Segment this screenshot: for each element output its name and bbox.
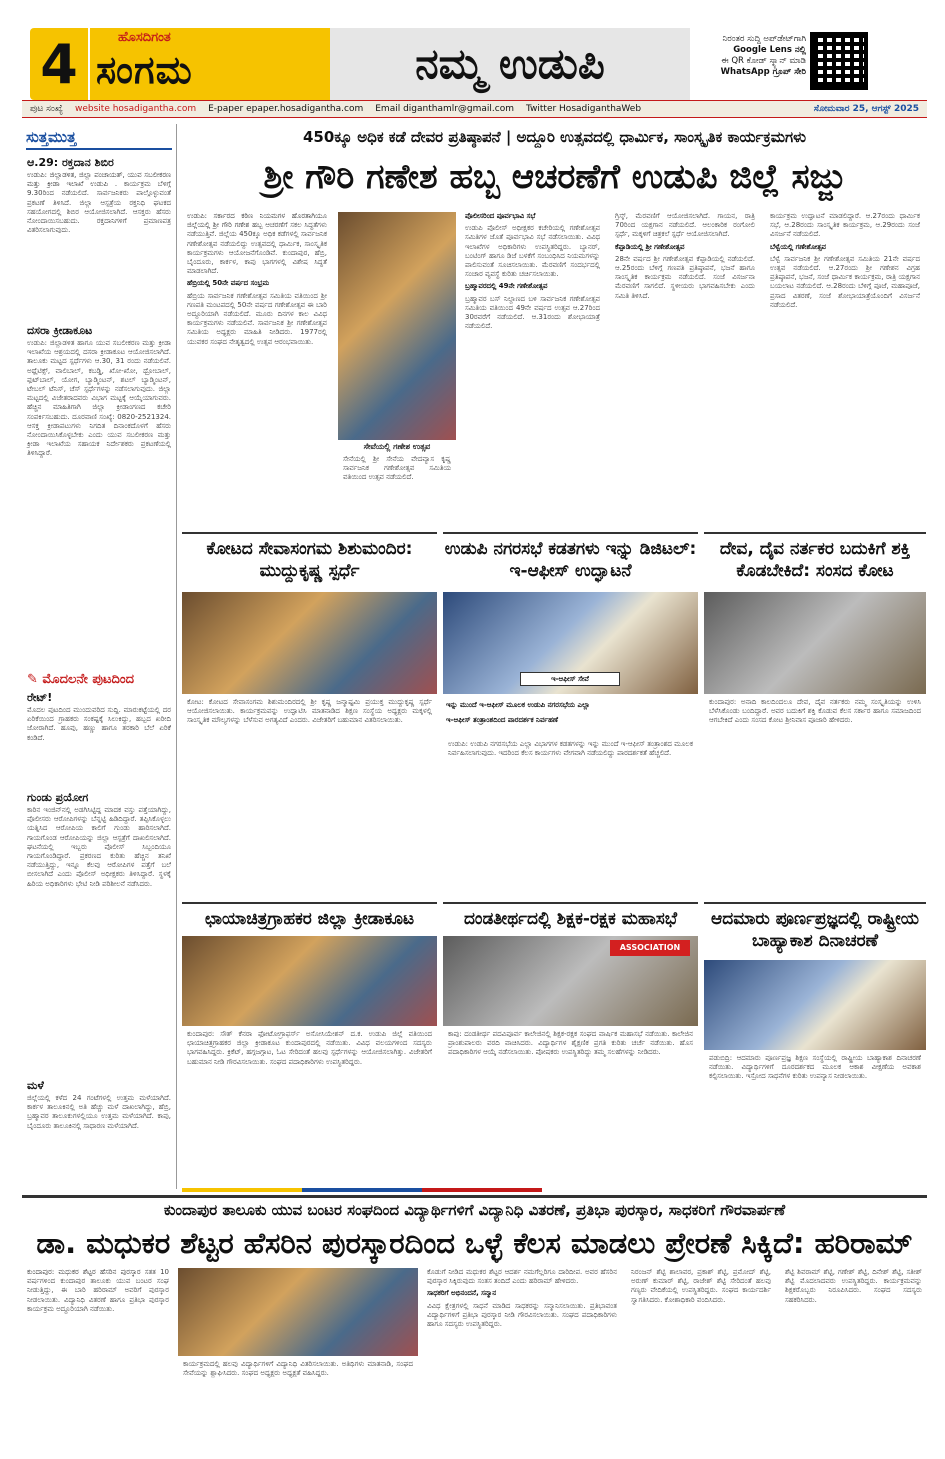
story-photo <box>704 960 926 1050</box>
story-body: ಕುಂದಾಪುರ: ಅನಾದಿ ಕಾಲದಿಂದಲೂ ದೇವ, ದೈವ ನರ್ತಕರು ನಮ್ಮ ಸಂಸ್ಕೃತಿಯನ್ನು ಉಳಿಸಿ ಬೆಳೆಸಿಕೊಂಡು ಬಂದಿದ್ದಾರೆ. ಅವರ ಬದುಕಿಗೆ ಶಕ್ತಿ ಕೊಡುವ ಕೆಲಸ ಸರ್ಕಾರ ಹಾಗೂ ಸಮಾಜದಿಂದ ಆಗಬೇಕಿದೆ ಎಂದು ಸಂಸದ ಕೋಟ ಶ್ರೀನಿವಾಸ ಪೂಜಾರಿ ಹೇಳಿದರು. <box>709 698 921 725</box>
promo-line: WhatsApp ಗ್ರೂಪ್ ಸೇರಿ <box>720 67 806 77</box>
section-flag: ✎ ಮೊದಲನೇ ಪುಟದಿಂದ <box>27 672 135 687</box>
story-photo <box>182 592 437 694</box>
brief-title: ಮಳೆ <box>27 1079 44 1092</box>
brief-title: ಆ.29: ರಕ್ತದಾನ ಶಿಬಿರ <box>27 156 114 169</box>
promo-line: ಈ QR ಕೋಡ್ ಸ್ಕ್ಯಾನ್ ಮಾಡಿ <box>721 56 806 66</box>
highlight-box <box>443 698 698 738</box>
brief-body: ಮೊದಲ ಪುಟದಿಂದ ಮುಂದುವರಿದ ಸುದ್ದಿ. ಮಾರುಕಟ್ಟೆಯಲ್ಲಿ ದರ ಏರಿಕೆಯಿಂದ ಗ್ರಾಹಕರು ಸಂಕಷ್ಟಕ್ಕೆ ಸಿಲುಕಿದ್ದು, ಹಬ್ಬದ ಖರೀದಿ ಜೋರಾಗಿದೆ. ಹೂವು, ಹಣ್ಣು ಹಾಗೂ ತರಕಾರಿ ಬೆಲೆ ಏರಿಕೆ ಕಂಡಿದೆ. <box>27 706 171 742</box>
bottom-body: ಕಾರ್ಯಕ್ರಮದಲ್ಲಿ ಹಲವು ವಿದ್ಯಾರ್ಥಿಗಳಿಗೆ ವಿದ್ಯಾನಿಧಿ ವಿತರಿಸಲಾಯಿತು. ಅತಿಥಿಗಳು ಮಾತನಾಡಿ, ಸಂಘದ ಸೇವೆಯನ್ನು ಶ್ಲಾಘಿಸಿದರು. ಸಂಘದ ಅಧ್ಯಕ್ಷರು ಅಧ್ಯಕ್ಷತೆ ವಹಿಸಿದ್ದರು. <box>183 1360 413 1378</box>
twitter-link[interactable]: Twitter HosadiganthaWeb <box>526 104 642 114</box>
story-title[interactable]: ಆದಮಾರು ಪೂರ್ಣಪ್ರಜ್ಞದಲ್ಲಿ ರಾಷ್ಟ್ರೀಯ ಬಾಹ್ಯಾಕಾಶ ದಿನಾಚರಣೆ <box>704 902 926 958</box>
bottom-headline[interactable]: ಡಾ. ಮಧುಕರ ಶೆಟ್ಟರ ಹೆಸರಿನ ಪುರಸ್ಕಾರದಿಂದ ಒಳ್ಳೆ ಕೆಲಸ ಮಾಡಲು ಪ್ರೇರಣೆ ಸಿಕ್ಕಿದೆ: ಹರಿರಾಮ್ <box>36 1226 913 1260</box>
section-title: ಸಂಗಮ <box>96 48 193 92</box>
story-title[interactable]: ದೇವ, ದೈವ ನರ್ತಕರ ಬದುಕಿಗೆ ಶಕ್ತಿ ಕೊಡಬೇಕಿದೆ: ಸಂಸದ ಕೋಟ <box>704 532 926 590</box>
brief-body: ಕಾರಿನ ಇಂಜಿನ್‌ನಲ್ಲಿ ಅಡಗಿಸಿಟ್ಟಿದ್ದ ಮಾದಕ ವಸ್ತು ಪತ್ತೆಯಾಗಿದ್ದು, ಪೊಲೀಸರು ಆರೋಪಿಗಳನ್ನು ಬೆನ್ನಟ್ಟಿ ಹಿಡಿದಿದ್ದಾರೆ. ತಪ್ಪಿಸಿಕೊಳ್ಳಲು ಯತ್ನಿಸಿದ ಆರೋಪಿಯ ಕಾಲಿಗೆ ಗುಂಡು ಹಾರಿಸಲಾಗಿದೆ. ಗಾಯಗೊಂಡ ಆರೋಪಿಯನ್ನು ಜಿಲ್ಲಾ ಆಸ್ಪತ್ರೆಗೆ ದಾಖಲಿಸಲಾಗಿದೆ. ಘಟನೆಯಲ್ಲಿ ಇಬ್ಬರು ಪೊಲೀಸ್ ಸಿಬ್ಬಂದಿಯೂ ಗಾಯಗೊಂಡಿದ್ದಾರೆ. ಪ್ರಕರಣದ ಕುರಿತು ಹೆಚ್ಚಿನ ತನಿಖೆ ನಡೆಯುತ್ತಿದ್ದು, ಇನ್ನೂ ಕೆಲವು ಆರೋಪಿಗಳ ಪತ್ತೆಗೆ ಬಲೆ ಬೀಸಲಾಗಿದೆ ಎಂದು ಪೊಲೀಸ್ ಅಧೀಕ್ಷಕರು ತಿಳಿಸಿದ್ದಾರೆ. ಸ್ಥಳಕ್ಕೆ ಹಿರಿಯ ಅಧಿಕಾರಿಗಳು ಭೇಟಿ ನೀಡಿ ಪರಿಶೀಲನೆ ನಡೆಸಿದರು. <box>27 806 171 888</box>
promo-line: ನಿರಂತರ ಸುದ್ದಿ ಅಪ್‌ಡೇಟ್‌ಗಾಗಿ <box>722 34 806 44</box>
promo-line: Google Lens ನಲ್ಲಿ <box>733 45 806 55</box>
pages-label: ಪುಟ ಸಂಖ್ಯೆ <box>30 104 63 114</box>
bottom-body: ಶೆಟ್ಟಿ ಶಿವರಾಮ್ ಶೆಟ್ಟಿ, ಗಣೇಶ್ ಶೆಟ್ಟಿ, ದಿನೇಶ್ ಶೆಟ್ಟಿ, ಸತೀಶ್ ಶೆಟ್ಟಿ ಮೊದಲಾದವರು ಉಪಸ್ಥಿತರಿದ್ದರು. ಕಾರ್ಯಕ್ರಮವನ್ನು ಶಿಕ್ಷಕರೊಬ್ಬರು ನಿರೂಪಿಸಿದರು. ಸಂಘದ ಸದಸ್ಯರು ಸಹಕರಿಸಿದರು. <box>785 1268 922 1304</box>
issue-date: ಸೋಮವಾರ 25, ಆಗಸ್ಟ್ 2025 <box>813 104 919 114</box>
lead-subhead: ಹೆಬ್ರಿಯಲ್ಲಿ 50ನೇ ವರ್ಷದ ಸಂಭ್ರಮ <box>187 279 270 288</box>
epaper-link[interactable]: E-paper epaper.hosadigantha.com <box>208 104 364 114</box>
pencil-icon: ✎ <box>27 672 43 687</box>
divider-stripe <box>182 1188 302 1192</box>
bottom-kicker: ಕುಂದಾಪುರ ತಾಲೂಕು ಯುವ ಬಂಟರ ಸಂಘದಿಂದ ವಿದ್ಯಾರ್ಥಿಗಳಿಗೆ ವಿದ್ಯಾನಿಧಿ ವಿತರಣೆ, ಪ್ರತಿಭಾ ಪುರಸ್ಕಾರ, ಸಾಧಕರಿಗೆ ಗೌರವಾರ್ಪಣೆ <box>22 1195 927 1220</box>
brief-body: ಉಡುಪಿ: ಜಿಲ್ಲಾಡಳಿತ, ಜಿಲ್ಲಾ ಪಂಚಾಯತ್, ಯುವ ಸಬಲೀಕರಣ ಮತ್ತು ಕ್ರೀಡಾ ಇಲಾಖೆ ಉಡುಪಿ . ಕಾರ್ಯಕ್ರಮ ಬೆಳಿಗ್ಗೆ 9.30ರಿಂದ ನಡೆಯಲಿದೆ. ಸಾರ್ವಜನಿಕರು ಪಾಲ್ಗೊಳ್ಳುವಂತೆ ಪ್ರಕಟಣೆ ತಿಳಿಸಿದೆ. ಜಿಲ್ಲಾ ಆಸ್ಪತ್ರೆಯ ರಕ್ತನಿಧಿ ಘಟಕದ ಸಹಯೋಗದಲ್ಲಿ ಶಿಬಿರ ಆಯೋಜಿಸಲಾಗಿದೆ. ಆಸಕ್ತರು ಹೆಸರು ನೋಂದಾಯಿಸಬಹುದು. ರಕ್ತದಾನಿಗಳಿಗೆ ಪ್ರಮಾಣಪತ್ರ ವಿತರಿಸಲಾಗುವುದು. <box>27 171 171 235</box>
website-link[interactable]: website hosadigantha.com <box>74 104 197 114</box>
story-body: ಉಡುಪಿ: ಉಡುಪಿ ನಗರಸಭೆಯ ಎಲ್ಲಾ ವಿಭಾಗಗಳ ಕಡತಗಳನ್ನು ಇನ್ನು ಮುಂದೆ ಇ-ಆಫೀಸ್ ತಂತ್ರಾಂಶದ ಮೂಲಕ ನಿರ್ವಹಿಸಲಾಗುವುದು. ಇದರಿಂದ ಕೆಲಸ ಕಾರ್ಯಗಳು ವೇಗವಾಗಿ ನಡೆಯಲಿದ್ದು ಪಾರದರ್ಶಕತೆ ಹೆಚ್ಚಲಿದೆ. <box>448 740 693 758</box>
edition-title: ನಮ್ಮ ಉಡುಪಿ <box>330 28 690 100</box>
info-bar <box>22 100 927 118</box>
highlight-line: ಇ-ಆಫೀಸ್ ತಂತ್ರಾಂಶದಿಂದ ಪಾರದರ್ಶಕ ನಿರ್ವಹಣೆ <box>446 716 559 724</box>
brief-body: ಉಡುಪಿ: ಜಿಲ್ಲಾಡಳಿತ ಹಾಗೂ ಯುವ ಸಬಲೀಕರಣ ಮತ್ತು ಕ್ರೀಡಾ ಇಲಾಖೆಯ ಆಶ್ರಯದಲ್ಲಿ ದಸರಾ ಕ್ರೀಡಾಕೂಟ ಆಯೋಜಿಸಲಾಗಿದೆ. ತಾಲೂಕು ಮಟ್ಟದ ಸ್ಪರ್ಧೆಗಳು ಆ.30, 31 ರಂದು ನಡೆಯಲಿವೆ. ಅಥ್ಲೆಟಿಕ್ಸ್, ವಾಲಿಬಾಲ್, ಕಬಡ್ಡಿ, ಖೋ-ಖೋ, ಥ್ರೋಬಾಲ್, ಫುಟ್‌ಬಾಲ್, ಯೋಗ, ಬ್ಯಾಡ್ಮಿಂಟನ್, ಶಟಲ್ ಬ್ಯಾಡ್ಮಿಂಟನ್, ಟೇಬಲ್ ಟೆನಿಸ್, ಚೆಸ್ ಸ್ಪರ್ಧೆಗಳನ್ನು ನಡೆಸಲಾಗುವುದು. ಜಿಲ್ಲಾ ಮಟ್ಟದಲ್ಲಿ ವಿಜೇತರಾದವರು ವಿಭಾಗ ಮಟ್ಟಕ್ಕೆ ಆಯ್ಕೆಯಾಗುವರು. ಹೆಚ್ಚಿನ ಮಾಹಿತಿಗಾಗಿ ಜಿಲ್ಲಾ ಕ್ರೀಡಾಂಗಣದ ಕಚೇರಿ ಸಂಪರ್ಕಿಸಬಹುದು. ದೂರವಾಣಿ ಸಂಖ್ಯೆ: 0820-2521324. ಆಸಕ್ತ ಕ್ರೀಡಾಪಟುಗಳು ನಿಗದಿತ ದಿನಾಂಕದೊಳಗೆ ಹೆಸರು ನೋಂದಾಯಿಸಿಕೊಳ್ಳಬೇಕು ಎಂದು ಯುವ ಸಬಲೀಕರಣ ಮತ್ತು ಕ್ರೀಡಾ ಇಲಾಖೆಯ ಸಹಾಯಕ ನಿರ್ದೇಶಕರು ಪ್ರಕಟಣೆಯಲ್ಲಿ ತಿಳಿಸಿದ್ದಾರೆ. <box>27 339 171 458</box>
bottom-photo <box>178 1268 418 1356</box>
divider-stripe <box>302 1188 422 1192</box>
brief-title: ದಸರಾ ಕ್ರೀಡಾಕೂಟ <box>27 324 93 337</box>
column-header: ಸುತ್ತಮುತ್ತ <box>26 128 172 150</box>
qr-code-icon[interactable] <box>810 32 868 90</box>
email-link[interactable]: Email diganthamlr@gmail.com <box>375 104 515 114</box>
lead-subhead: ಬೆಳ್ವೆಯಲ್ಲಿ ಗಣೇಶೋತ್ಸವ <box>770 242 826 251</box>
highlight-line: ಇನ್ನು ಮುಂದೆ ಇ-ಆಫೀಸ್ ಮೂಲಕ ಉಡುಪಿ ನಗರಸಭೆಯ ಎಲ್ಲಾ <box>446 701 590 709</box>
brief-title: ರೇಟ್! <box>27 691 53 704</box>
section-brand <box>90 28 330 100</box>
brief-title: ಗುಂಡು ಪ್ರಯೋಗ <box>27 791 89 804</box>
bottom-body: ಕೊಡುಗೆ ನೀಡಿದ ಮಧುಕರ ಶೆಟ್ಟರ ಆದರ್ಶ ನಮಗೆಲ್ಲರಿಗೂ ದಾರಿದೀಪ. ಅವರ ಹೆಸರಿನ ಪುರಸ್ಕಾರ ಸಿಕ್ಕಿರುವುದು ಸಂತಸ ತಂದಿದೆ ಎಂದು ಹರಿರಾಮ್ ಹೇಳಿದರು. ಸಾಧಕರಿಗೆ ಅಭಿನಂದನೆ, ಸನ್ಮಾನ ವಿವಿಧ ಕ್ಷೇತ್ರಗಳಲ್ಲಿ ಸಾಧನೆ ಮಾಡಿದ ಸಾಧಕರನ್ನು ಸನ್ಮಾನಿಸಲಾಯಿತು. ಪ್ರತಿಭಾವಂತ ವಿದ್ಯಾರ್ಥಿಗಳಿಗೆ ಪ್ರತಿಭಾ ಪುರಸ್ಕಾರ ನೀಡಿ ಗೌರವಿಸಲಾಯಿತು. ಸಂಘದ ಪದಾಧಿಕಾರಿಗಳು ಹಾಗೂ ಸದಸ್ಯರು ಉಪಸ್ಥಿತರಿದ್ದರು. <box>427 1268 617 1329</box>
lead-body: ಸೇನೆಯಲ್ಲಿ ಶ್ರೀ ಸೇನೆಯ ವೇದವ್ಯಾಸ ಕೃಷ್ಣ ಸಾರ್ವಜನಿಕ ಗಣೇಶೋತ್ಸವ ಸಮಿತಿಯ ವತಿಯಿಂದ ಉತ್ಸವ ನಡೆಯಲಿದೆ. <box>343 455 451 482</box>
lead-body: ಗ್ರಿಸ್ಕ್, ಮೆರವಣಿಗೆ ಆಯೋಜಿಸಲಾಗಿದೆ. ಗಾಯನ, ರಾತ್ರಿ 70ರಿಂದ ಯಕ್ಷಗಾನ ನಡೆಯಲಿದೆ. ಆಲಂಕಾರಿಕ ರಂಗೋಲಿ ಸ್ಪರ್ಧೆ, ಮಕ್ಕಳಿಗೆ ಚಿತ್ರಕಲೆ ಸ್ಪರ್ಧೆ ಆಯೋಜಿಸಲಾಗಿದೆ. ಕೆಪ್ಪಾಡಿಯಲ್ಲಿ ಶ್ರೀ ಗಣೇಶೋತ್ಸವ 28ನೇ ವರ್ಷದ ಶ್ರೀ ಗಣೇಶೋತ್ಸವ ಕೆಪ್ಪಾಡಿಯಲ್ಲಿ ನಡೆಯಲಿದೆ. ಆ.25ರಂದು ಬೆಳಿಗ್ಗೆ ಗಣಪತಿ ಪ್ರತಿಷ್ಠಾಪನೆ, ಭಜನೆ ಹಾಗೂ ಸಾಂಸ್ಕೃತಿಕ ಕಾರ್ಯಕ್ರಮ ನಡೆಯಲಿದೆ. ಸಂಜೆ ವಿಸರ್ಜನಾ ಮೆರವಣಿಗೆ ಸಾಗಲಿದೆ. ಸ್ಥಳೀಯರು ಭಾಗವಹಿಸಬೇಕು ಎಂದು ಸಮಿತಿ ತಿಳಿಸಿದೆ. <box>615 212 755 300</box>
story-photo <box>704 592 926 694</box>
story-title[interactable]: ಉಡುಪಿ ನಗರಸಭೆ ಕಡತಗಳು ಇನ್ನು ಡಿಜಿಟಲ್: ಇ-ಆಫೀಸ್ ಉದ್ಘಾಟನೆ <box>443 532 698 590</box>
brief-body: ಜಿಲ್ಲೆಯಲ್ಲಿ ಕಳೆದ 24 ಗಂಟೆಗಳಲ್ಲಿ ಉತ್ತಮ ಮಳೆಯಾಗಿದೆ. ಕಾರ್ಕಳ ತಾಲೂಕಿನಲ್ಲಿ ಅತಿ ಹೆಚ್ಚು ಮಳೆ ದಾಖಲಾಗಿದ್ದು, ಹೆಬ್ರಿ, ಬ್ರಹ್ಮಾವರ ತಾಲೂಕುಗಳಲ್ಲಿಯೂ ಉತ್ತಮ ಮಳೆಯಾಗಿದೆ. ಕಾಪು, ಬೈಂದೂರು ತಾಲೂಕಿನಲ್ಲಿ ಸಾಧಾರಣ ಮಳೆಯಾಗಿದೆ. <box>27 1094 171 1130</box>
divider-stripe <box>422 1188 542 1192</box>
qr-promo <box>690 28 806 100</box>
bottom-subhead: ಸಾಧಕರಿಗೆ ಅಭಿನಂದನೆ, ಸನ್ಮಾನ <box>427 1289 497 1298</box>
story-body: ಕೋಟ: ಕೋಟದ ಸೇವಾಸಂಗಮ ಶಿಶುಮಂದಿರದಲ್ಲಿ ಶ್ರೀ ಕೃಷ್ಣ ಜನ್ಮಾಷ್ಟಮಿ ಪ್ರಯುಕ್ತ ಮುದ್ದುಕೃಷ್ಣ ಸ್ಪರ್ಧೆ ಆಯೋಜಿಸಲಾಯಿತು. ಕಾರ್ಯಕ್ರಮವನ್ನು ಉದ್ಘಾಟಿಸಿ ಮಾತನಾಡಿದ ಶಿಕ್ಷಣ ಸಂಸ್ಥೆಯ ಅಧ್ಯಕ್ಷರು ಮಕ್ಕಳಲ್ಲಿ ಸಾಂಸ್ಕೃತಿಕ ಮೌಲ್ಯಗಳನ್ನು ಬೆಳೆಸುವ ಅಗತ್ಯವಿದೆ ಎಂದರು. ವಿಜೇತರಿಗೆ ಬಹುಮಾನ ವಿತರಿಸಲಾಯಿತು. <box>187 698 432 725</box>
brand-name: ಹೊಸದಿಗಂತ <box>118 30 171 45</box>
lead-kicker: 450ಕ್ಕೂ ಅಧಿಕ ಕಡೆ ದೇವರ ಪ್ರತಿಷ್ಠಾಪನೆ | ಅದ್ದೂರಿ ಉತ್ಸವದಲ್ಲಿ ಧಾರ್ಮಿಕ, ಸಾಂಸ್ಕೃತಿಕ ಕಾರ್ಯಕ್ರಮಗಳು <box>302 128 806 146</box>
lead-subhead: ಬ್ರಹ್ಮಾವರದಲ್ಲಿ 49ನೇ ಗಣೇಶೋತ್ಸವ <box>465 282 548 291</box>
photo-caption: ಸೇವೆಯಲ್ಲಿ ಗಣೇಶ ಉತ್ಸವ <box>363 442 431 451</box>
bottom-body: ಕುಂದಾಪುರ: ಮಧುಕರ ಶೆಟ್ಟರ ಹೆಸರಿನ ಪುರಸ್ಕಾರ ಸತತ 10 ವರ್ಷಗಳಿಂದ ಕುಂದಾಪುರ ತಾಲೂಕು ಯುವ ಬಂಟರ ಸಂಘ ನೀಡುತ್ತಿದ್ದು, ಈ ಬಾರಿ ಹರಿರಾಮ್ ಅವರಿಗೆ ಪುರಸ್ಕಾರ ನೀಡಲಾಯಿತು. ವಿದ್ಯಾನಿಧಿ ವಿತರಣೆ ಹಾಗೂ ಪ್ರತಿಭಾ ಪುರಸ್ಕಾರ ಕಾರ್ಯಕ್ರಮ ಅದ್ದೂರಿಯಾಗಿ ನಡೆಯಿತು. <box>27 1268 169 1313</box>
lead-body: ಕಾರ್ಯಕ್ರಮ ಉದ್ಘಾಟನೆ ಮಾಡಲಿದ್ದಾರೆ. ಆ.27ರಂದು ಧಾರ್ಮಿಕ ಸಭೆ, ಆ.28ರಂದು ಸಾಂಸ್ಕೃತಿಕ ಕಾರ್ಯಕ್ರಮ, ಆ.29ರಂದು ಸಂಜೆ ವಿಸರ್ಜನೆ ನಡೆಯಲಿದೆ. ಬೆಳ್ವೆಯಲ್ಲಿ ಗಣೇಶೋತ್ಸವ ಬೆಳ್ವೆ ಸಾರ್ವಜನಿಕ ಶ್ರೀ ಗಣೇಶೋತ್ಸವ ಸಮಿತಿಯ 21ನೇ ವರ್ಷದ ಉತ್ಸವ ನಡೆಯಲಿದೆ. ಆ.27ರಂದು ಶ್ರೀ ಗಣೇಶನ ವಿಗ್ರಹ ಪ್ರತಿಷ್ಠಾಪನೆ, ಭಜನೆ, ಸಂಜೆ ಧಾರ್ಮಿಕ ಕಾರ್ಯಕ್ರಮ, ರಾತ್ರಿ ಯಕ್ಷಗಾನ ಬಯಲಾಟ ನಡೆಯಲಿದೆ. ಆ.28ರಂದು ಬೆಳಿಗ್ಗೆ ಪೂಜೆ, ಮಹಾಪೂಜೆ, ಪ್ರಸಾದ ವಿತರಣೆ, ಸಂಜೆ ಶೋಭಾಯಾತ್ರೆಯೊಂದಿಗೆ ವಿಸರ್ಜನೆ ನಡೆಯಲಿದೆ. <box>770 212 920 309</box>
story-body: ಕುಂದಾಪುರ: ಸೌತ್ ಕೆನರಾ ಫೋಟೋಗ್ರಾಫರ್ಸ್ ಅಸೋಸಿಯೇಶನ್ ದ.ಕ. ಉಡುಪಿ ಜಿಲ್ಲೆ ವತಿಯಿಂದ ಛಾಯಾಚಿತ್ರಗ್ರಾಹಕರ ಜಿಲ್ಲಾ ಕ್ರೀಡಾಕೂಟ ಕುಂದಾಪುರದಲ್ಲಿ ನಡೆಯಿತು. ವಿವಿಧ ವಲಯಗಳಿಂದ ಸದಸ್ಯರು ಭಾಗವಹಿಸಿದ್ದರು. ಕ್ರಿಕೆಟ್, ಹಗ್ಗಜಗ್ಗಾಟ, ಓಟ ಸೇರಿದಂತೆ ಹಲವು ಸ್ಪರ್ಧೆಗಳನ್ನು ಆಯೋಜಿಸಲಾಗಿತ್ತು. ವಿಜೇತರಿಗೆ ಬಹುಮಾನ ನೀಡಿ ಗೌರವಿಸಲಾಯಿತು. ಸಂಘದ ಪದಾಧಿಕಾರಿಗಳು ಉಪಸ್ಥಿತರಿದ್ದರು. <box>187 1030 432 1066</box>
photo-banner: ASSOCIATION <box>610 940 690 956</box>
lead-headline[interactable]: ಶ್ರೀ ಗೌರಿ ಗಣೇಶ ಹಬ್ಬ ಆಚರಣೆಗೆ ಉಡುಪಿ ಜಿಲ್ಲೆ ಸಜ್ಜು <box>263 157 846 197</box>
lead-subhead: ಪೊಲೀಸರಿಂದ ಪೂರ್ವಭಾವಿ ಸಭೆ <box>465 212 536 220</box>
story-title[interactable]: ದಂಡತೀರ್ಥದಲ್ಲಿ ಶಿಕ್ಷಕ-ರಕ್ಷಕ ಮಹಾಸಭೆ <box>443 902 698 934</box>
bottom-body: ನಿರಂಜನ್ ಶೆಟ್ಟಿ ಶಾಲಾವರ, ಪ್ರಕಾಶ್ ಶೆಟ್ಟಿ, ಪ್ರಮೋದ್ ಶೆಟ್ಟಿ, ಅರುಣ್ ಕುಮಾರ್ ಶೆಟ್ಟಿ, ರಾಜೇಶ್ ಶೆಟ್ಟಿ ಸೇರಿದಂತೆ ಹಲವು ಗಣ್ಯರು ವೇದಿಕೆಯಲ್ಲಿ ಉಪಸ್ಥಿತರಿದ್ದರು. ಸಂಘದ ಕಾರ್ಯದರ್ಶಿ ಸ್ವಾಗತಿಸಿದರು. ಕೋಶಾಧಿಕಾರಿ ವಂದಿಸಿದರು. <box>631 1268 771 1304</box>
lead-subhead: ಕೆಪ್ಪಾಡಿಯಲ್ಲಿ ಶ್ರೀ ಗಣೇಶೋತ್ಸವ <box>615 242 685 251</box>
story-body: ಪಡುಬಿದ್ರಿ: ಆದಮಾರು ಪೂರ್ಣಪ್ರಜ್ಞ ಶಿಕ್ಷಣ ಸಂಸ್ಥೆಯಲ್ಲಿ ರಾಷ್ಟ್ರೀಯ ಬಾಹ್ಯಾಕಾಶ ದಿನಾಚರಣೆ ನಡೆಯಿತು. ವಿದ್ಯಾರ್ಥಿಗಳಿಗೆ ದೂರದರ್ಶಕದ ಮೂಲಕ ಆಕಾಶ ವೀಕ್ಷಣೆಯ ಅವಕಾಶ ಕಲ್ಪಿಸಲಾಯಿತು. ಇಸ್ರೋದ ಸಾಧನೆಗಳ ಕುರಿತು ಉಪನ್ಯಾಸ ನೀಡಲಾಯಿತು. <box>709 1054 921 1081</box>
ganesha-photo <box>338 212 456 440</box>
story-title[interactable]: ಕೋಟದ ಸೇವಾಸಂಗಮ ಶಿಶುಮಂದಿರ: ಮುದ್ದುಕೃಷ್ಣ ಸ್ಪರ್ಧೆ <box>182 532 437 590</box>
story-body: ಕಾಪು: ದಂಡತೀರ್ಥ ಪದವಿಪೂರ್ವ ಕಾಲೇಜಿನಲ್ಲಿ ಶಿಕ್ಷಕ-ರಕ್ಷಕ ಸಂಘದ ವಾರ್ಷಿಕ ಮಹಾಸಭೆ ನಡೆಯಿತು. ಕಾಲೇಜಿನ ಪ್ರಾಂಶುಪಾಲರು ವರದಿ ವಾಚಿಸಿದರು. ವಿದ್ಯಾರ್ಥಿಗಳ ಶೈಕ್ಷಣಿಕ ಪ್ರಗತಿ ಕುರಿತು ಚರ್ಚೆ ನಡೆಯಿತು. ಹೊಸ ಪದಾಧಿಕಾರಿಗಳ ಆಯ್ಕೆ ನಡೆಸಲಾಯಿತು. ಪೋಷಕರು ಉಪಸ್ಥಿತರಿದ್ದು ತಮ್ಮ ಸಲಹೆಗಳನ್ನು ನೀಡಿದರು. <box>448 1030 693 1057</box>
page-number: 4 <box>30 28 88 100</box>
story-photo <box>182 936 437 1026</box>
lead-body: ಪೊಲೀಸರಿಂದ ಪೂರ್ವಭಾವಿ ಸಭೆ ಉಡುಪಿ ಪೊಲೀಸ್ ಅಧೀಕ್ಷಕರ ಕಚೇರಿಯಲ್ಲಿ ಗಣೇಶೋತ್ಸವ ಸಮಿತಿಗಳ ಜೊತೆ ಪೂರ್ವಭಾವಿ ಸಭೆ ನಡೆಸಲಾಯಿತು. ವಿವಿಧ ಇಲಾಖೆಗಳ ಅಧಿಕಾರಿಗಳು ಉಪಸ್ಥಿತರಿದ್ದರು. ಬ್ಯಾನರ್, ಬಂಟಿಂಗ್ ಹಾಗೂ ಡಿಜೆ ಬಳಕೆಗೆ ಸಂಬಂಧಿಸಿದ ನಿಯಮಗಳನ್ನು ಪಾಲಿಸುವಂತೆ ಸೂಚಿಸಲಾಯಿತು. ಮೆರವಣಿಗೆ ಸಂದರ್ಭದಲ್ಲಿ ಸಂಚಾರ ವ್ಯವಸ್ಥೆ ಕುರಿತು ಚರ್ಚಿಸಲಾಯಿತು. ಬ್ರಹ್ಮಾವರದಲ್ಲಿ 49ನೇ ಗಣೇಶೋತ್ಸವ ಬ್ರಹ್ಮಾವರ ಬಸ್ ನಿಲ್ದಾಣದ ಬಳಿ ಸಾರ್ವಜನಿಕ ಗಣೇಶೋತ್ಸವ ಸಮಿತಿಯ ವತಿಯಿಂದ 49ನೇ ವರ್ಷದ ಉತ್ಸವ ಆ.27ರಿಂದ 30ರವರೆಗೆ ನಡೆಯಲಿದೆ. ಆ.31ರಂದು ಶೋಭಾಯಾತ್ರೆ ನಡೆಯಲಿದೆ. <box>465 212 600 331</box>
story-title[interactable]: ಛಾಯಾಚಿತ್ರಗ್ರಾಹಕರ ಜಿಲ್ಲಾ ಕ್ರೀಡಾಕೂಟ <box>182 902 437 934</box>
photo-banner: ಇ-ಆಫೀಸ್ ಸೇವೆ <box>520 672 620 686</box>
left-column <box>22 124 177 1189</box>
lead-body: ಉಡುಪಿ: ಸರ್ಕಾರದ ಕಠಿಣ ನಿಯಮಗಳ ಹೊರತಾಗಿಯೂ ಜಿಲ್ಲೆಯಲ್ಲಿ ಶ್ರೀ ಗೌರಿ ಗಣೇಶ ಹಬ್ಬ ಆಚರಣೆಗೆ ಸಕಲ ಸಿದ್ಧತೆಗಳು ನಡೆಯುತ್ತಿವೆ. ಜಿಲ್ಲೆಯ 450ಕ್ಕೂ ಅಧಿಕ ಕಡೆಗಳಲ್ಲಿ ಸಾರ್ವಜನಿಕ ಗಣೇಶೋತ್ಸವ ನಡೆಯಲಿದ್ದು ಉತ್ಸವದಲ್ಲಿ ಧಾರ್ಮಿಕ, ಸಾಂಸ್ಕೃತಿಕ ಕಾರ್ಯಕ್ರಮಗಳು ಆಯೋಜನೆಗೊಂಡಿವೆ. ಕುಂದಾಪುರ, ಹೆಬ್ರಿ, ಬೈಂದೂರು, ಕಾರ್ಕಳ, ಕಾಪು ಭಾಗಗಳಲ್ಲಿ ವಿಶೇಷ ಸಿದ್ಧತೆ ಮಾಡಲಾಗಿದೆ. ಹೆಬ್ರಿಯಲ್ಲಿ 50ನೇ ವರ್ಷದ ಸಂಭ್ರಮ ಹೆಬ್ರಿಯ ಸಾರ್ವಜನಿಕ ಗಣೇಶೋತ್ಸವ ಸಮಿತಿಯ ವತಿಯಿಂದ ಶ್ರೀ ಗಣಪತಿ ಮಂಟಪದಲ್ಲಿ 50ನೇ ವರ್ಷದ ಗಣೇಶೋತ್ಸವ ಈ ಬಾರಿ ಅದ್ದೂರಿಯಾಗಿ ನಡೆಯಲಿದೆ. ಮೂರು ದಿನಗಳ ಕಾಲ ವಿವಿಧ ಕಾರ್ಯಕ್ರಮಗಳು ನಡೆಯಲಿವೆ. ಸಾರ್ವಜನಿಕ ಶ್ರೀ ಗಣೇಶೋತ್ಸವ ಸಮಿತಿಯ ಅಧ್ಯಕ್ಷರು ಮಾಹಿತಿ ನೀಡಿದರು. 1977ರಲ್ಲಿ ಯುವಕರ ಸಂಘದ ನೇತೃತ್ವದಲ್ಲಿ ಉತ್ಸವ ಆರಂಭವಾಯಿತು. <box>187 212 327 346</box>
